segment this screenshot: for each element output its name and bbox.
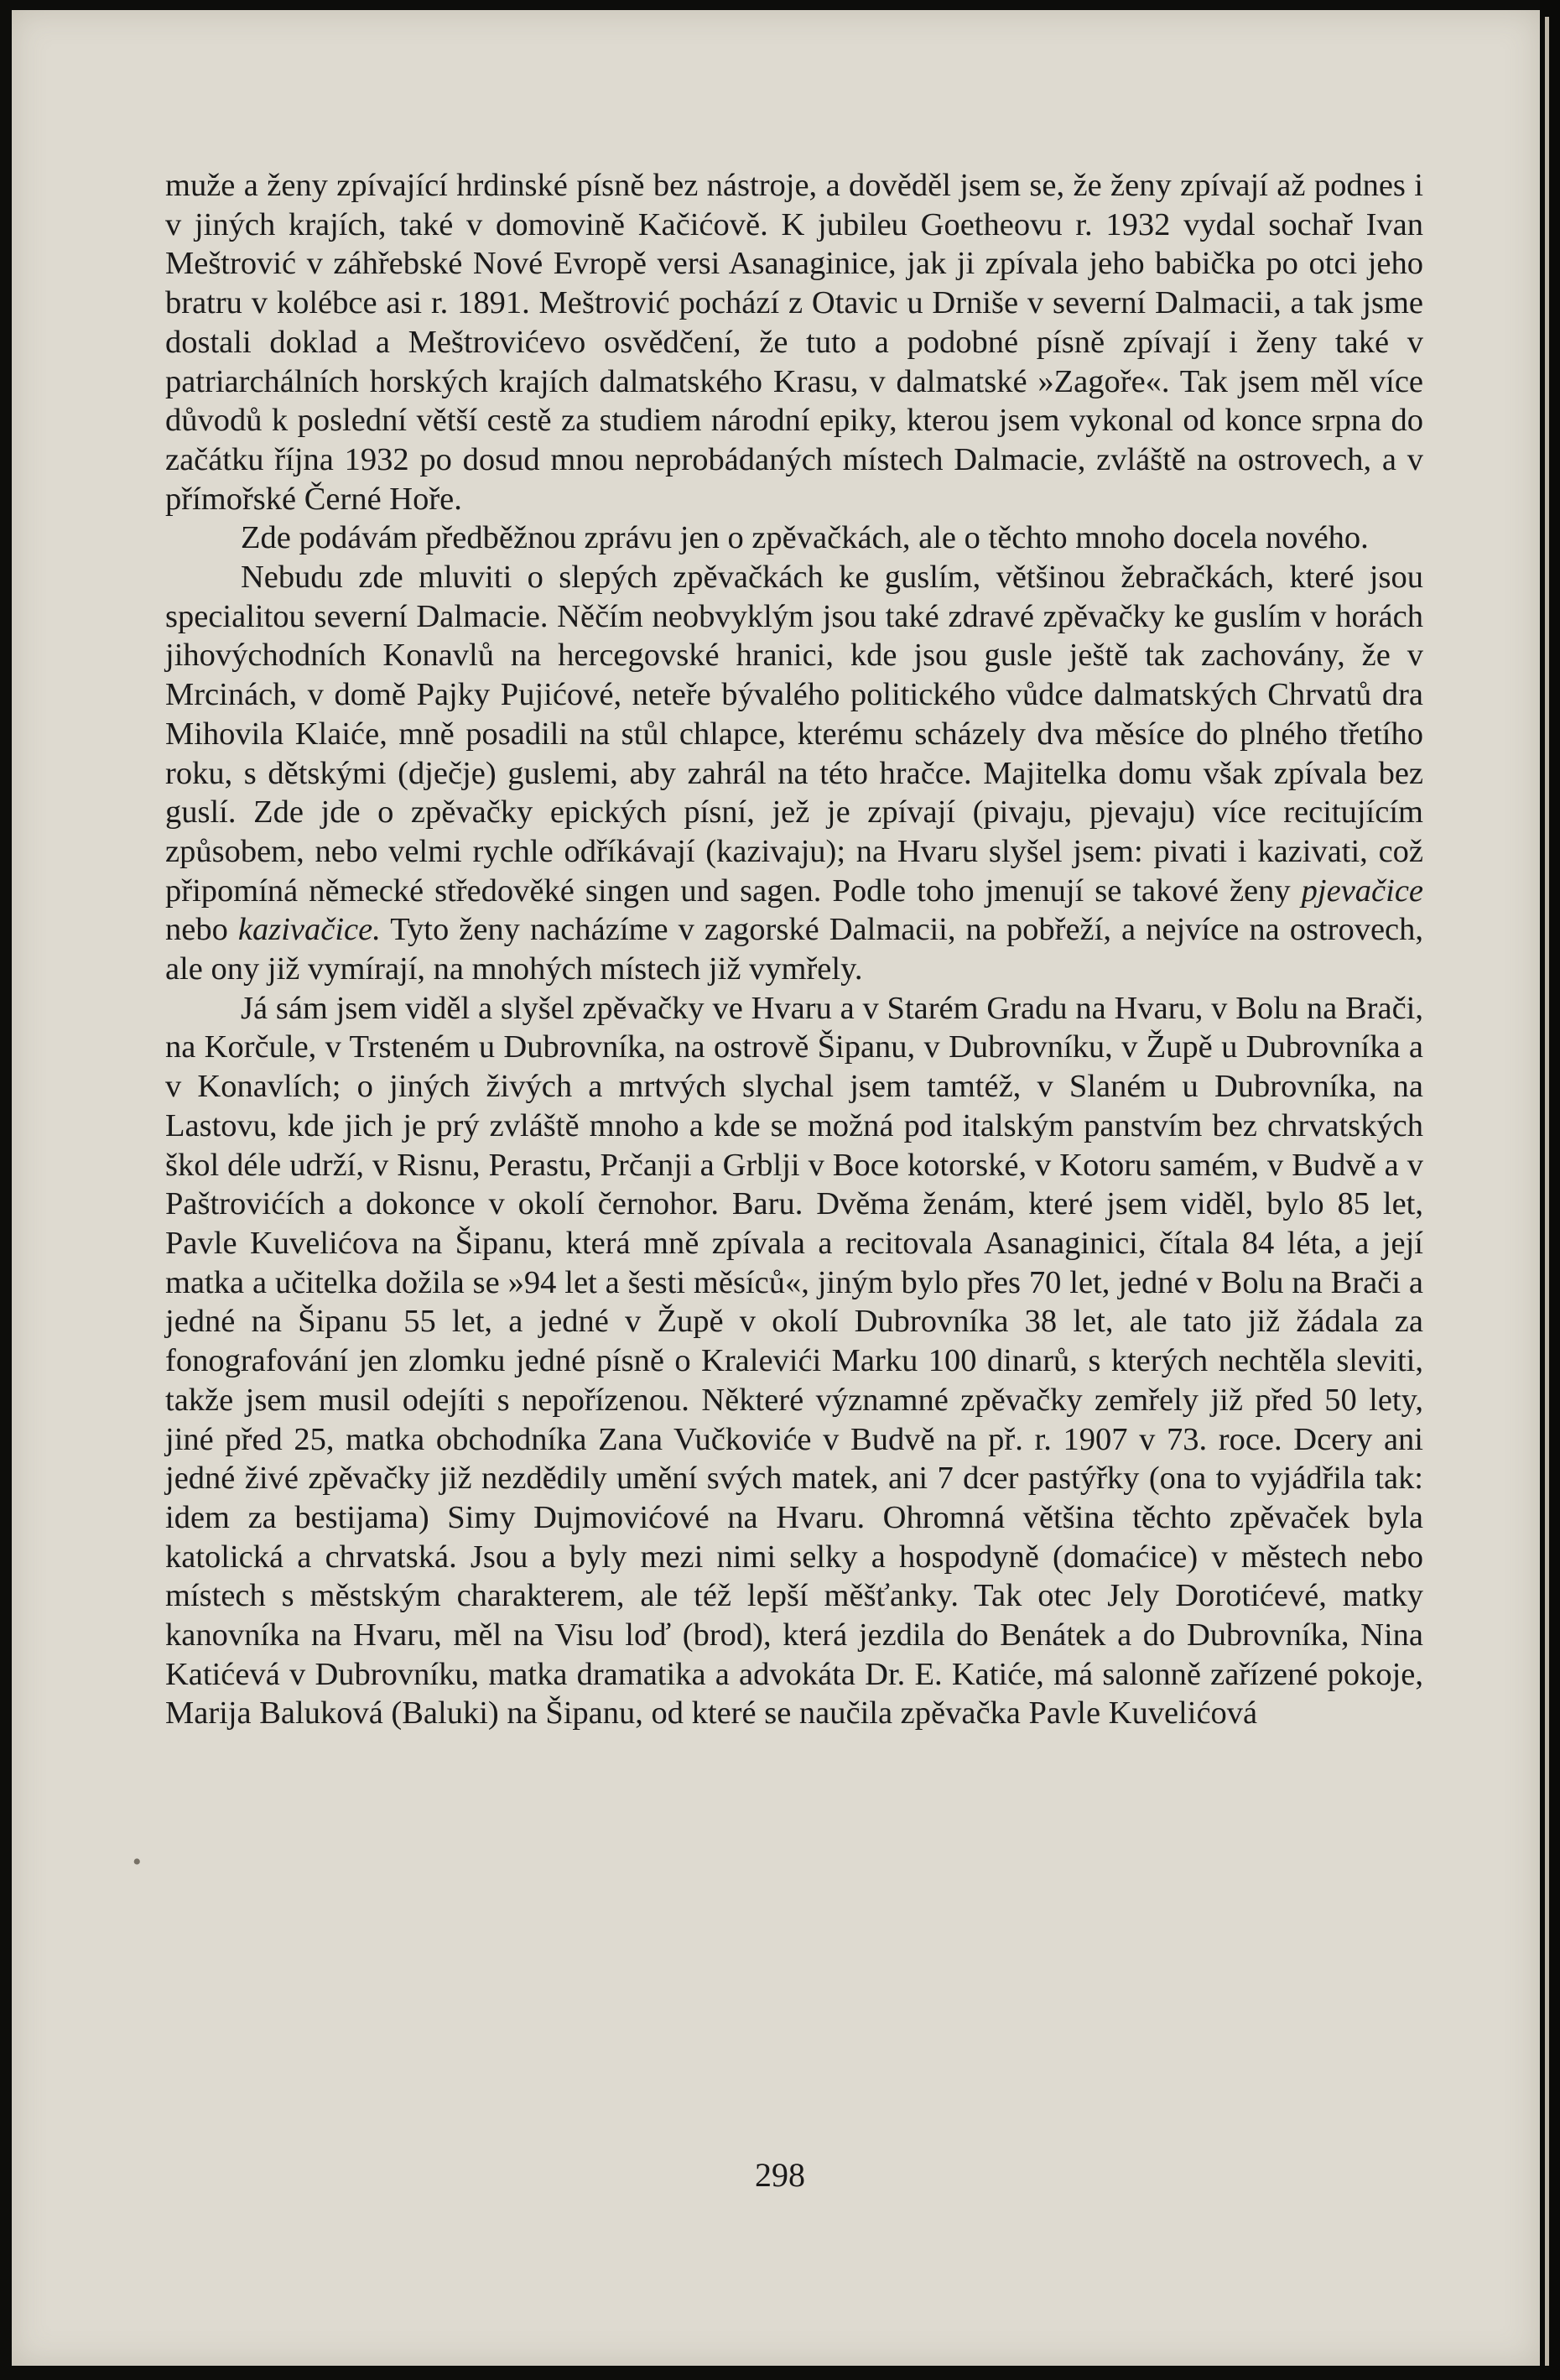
- scan-edge: [1540, 0, 1560, 2380]
- paragraph-4: Já sám jsem viděl a slyšel zpěvačky ve Hvaru a v Starém Gradu na Hvaru, v Bolu na Brači, na Korčule, v Trsteném u Dubrovníka, na ostrově Šipanu, v Dubrovníku, v Župě u Dubrovníka a v Konavlích; o jiných živých a mrtvých slychal jsem tamtéž, v Slaném u Dubrovníka, na Lastovu, kde jich je prý zvláště mnoho a kde se možná pod italským panstvím bez chrvatských škol déle udrží, v Risnu, Perastu, Prčanji a Grblji v Boce kotorské, v Kotoru samém, v Budvě a v Paštrovićích a dokonce v okolí černohor. Baru. Dvěma ženám, které jsem viděl, bylo 85 let, Pavle Kuvelićova na Šipanu, která mně zpívala a recitovala Asanaginici, čítala 84 léta, a její matka a učitelka dožila se »94 let a šesti měsíců«, jiným bylo přes 70 let, jedné v Bolu na Brači a jedné na Šipanu 55 let, a jedné v Župě v okolí Dubrovníka 38 let, ale tato již žádala za fonografování jen zlomku jedné písně o Kralevići Marku 100 dinarů, s kterých nechtěla sleviti, takže jsem musil odejíti s nepořízenou. Některé významné zpěvačky zemřely již před 50 lety, jiné před 25, matka obchodníka Zana Vučkoviće v Budvě na př. r. 1907 v 73. roce. Dcery ani jedné živé zpěvačky již nezdědily umění svých matek, ani 7 dcer pastýřky (ona to vyjádřila tak: idem za bestijama) Simy Dujmovićové na Hvaru. Ohromná většina těchto zpěvaček byla katolická a chrvatská. Jsou a byly mezi nimi selky a hospodyně (domaćice) v městech nebo místech s městským charakterem, ale též lepší měšťanky. Tak otec Jely Dorotićevé, matky kanovníka na Hvaru, měl na Visu loď (brod), která jezdila do Benátek a do Dubrovníka, Nina Katićevá v Dubrovníku, matka dramatika a advokáta Dr. E. Katiće, má salonně zařízené pokoje, Marija Baluková (Baluki) na Šipanu, od které se naučila zpěvačka Pavle Kuvelićová: [165, 990, 1423, 1732]
- paragraph-1: muže a ženy zpívající hrdinské písně bez nástroje, a dověděl jsem se, že ženy zpívají až podnes i v jiných krajích, také v domovině Kačićově. K jubileu Goetheovu r. 1932 vydal sochař Ivan Meštrović v záhřebské Nové Evropě versi Asanaginice, jak ji zpívala jeho babička po otci jeho bratru v kolébce asi r. 1891. Meštrović pochází z Otavic u Drniše v severní Dalmacii, a tak jsme dostali doklad a Meštrovićevo osvědčení, že tuto a podobné písně zpívají i ženy také v patriarchálních horských krajích dalmatského Krasu, v dalmatské »Zagoře«. Tak jsem měl více důvodů k poslední větší cestě za studiem národní epiky, kterou jsem vykonal od konce srpna do začátku října 1932 po dosud mnou neprobádaných místech Dalmacie, zvláště na ostrovech, a v přímořské Černé Hoře.: [165, 168, 1423, 517]
- body-text: [165, 166, 1423, 1733]
- paragraph-3-text-before: Nebudu zde mluviti o slepých zpěvačkách ke guslím, většinou žebračkách, které jsou specialitou severní Dalmacie. Něčím neobvyklým jsou také zdravé zpěvačky ke guslím v horách jihovýchodních Konavlů na hercegovské hranici, kde jsou gusle ještě tak zachovány, že v Mrcinách, v domě Pajky Pujićové, neteře bývalého politického vůdce dalmatských Chrvatů dra Mihovila Klaiće, mně posadili na stůl chlapce, kterému scházely dva měsíce do plného třetího roku, s dětskými (dječje) guslemi, aby zahrál na této hračce. Majitelka domu však zpívala bez guslí. Zde jde o zpěvačky epických písní, jež je zpívají (pivaju, pjevaju) více recitujícím způsobem, nebo velmi rychle odříkávají (kazivaju); na Hvaru slyšel jsem: pivati i kazivati, což připomíná německé středověké singen und sagen. Podle toho jmenují se takové ženy: [165, 560, 1423, 909]
- page-number: 298: [755, 2156, 805, 2194]
- paragraph-3: [165, 558, 1423, 989]
- term-pjevacice: pjevačice: [1301, 872, 1423, 909]
- margin-mark: •: [133, 1848, 142, 1876]
- term-kazivacice: kazivačice.: [237, 912, 381, 948]
- paragraph-3-text-after: Tyto ženy nacházíme v zagorské Dalmacii, na pobřeží, a nejvíce na ostrovech, ale ony již vymírají, na mnohých místech již vymřely.: [165, 912, 1423, 987]
- next-page-edge: [1545, 17, 1549, 2366]
- paragraph-2: Zde podávám předběžnou zprávu jen o zpěvačkách, ale o těchto mnoho docela nového.: [241, 520, 1369, 556]
- paragraph-3-text-middle: nebo: [165, 912, 238, 948]
